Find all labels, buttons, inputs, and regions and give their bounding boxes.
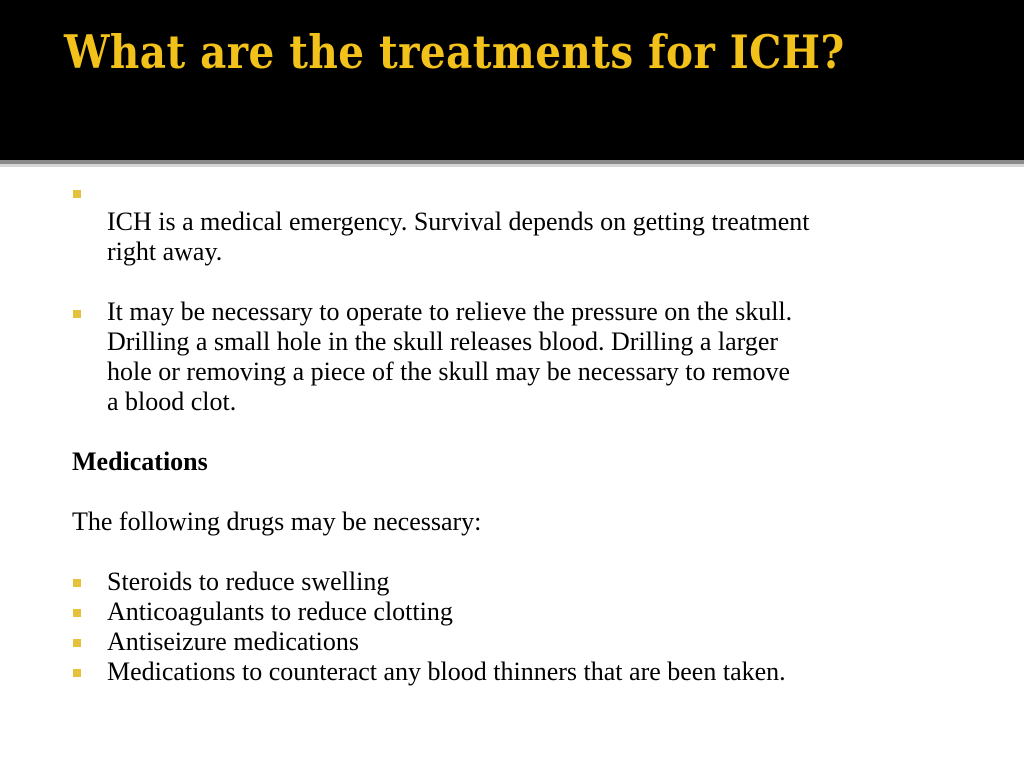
bullet-square-icon xyxy=(73,579,81,587)
bullet-square-icon xyxy=(73,310,81,318)
drug-item-1: Steroids to reduce swelling xyxy=(107,567,390,596)
bullet-2-line-2: Drilling a small hole in the skull releases blood. Drilling a larger xyxy=(107,327,779,356)
drugs-intro: The following drugs may be necessary: xyxy=(72,507,482,536)
bullet-square-icon xyxy=(73,639,81,647)
drug-item-3: Antiseizure medications xyxy=(107,627,359,656)
bullet-1-line-2: right away. xyxy=(107,237,223,266)
drug-item-2: Anticoagulants to reduce clotting xyxy=(107,597,453,626)
bullet-1-line-1: ICH is a medical emergency. Survival depends on getting treatment xyxy=(107,207,810,236)
bullet-2-line-3: hole or removing a piece of the skull may be necessary to remove xyxy=(107,357,790,386)
bullet-2-line-4: a blood clot. xyxy=(107,387,237,416)
medications-heading: Medications xyxy=(72,447,208,476)
bullet-2-line-1: It may be necessary to operate to relieve the pressure on the skull. xyxy=(107,297,793,326)
bullet-square-icon xyxy=(73,669,81,677)
bullet-square-icon xyxy=(73,609,81,617)
slide-title: What are the treatments for ICH? xyxy=(64,25,845,79)
drug-item-4: Medications to counteract any blood thinners that are been taken. xyxy=(107,657,786,686)
bullet-square-icon xyxy=(73,190,81,198)
